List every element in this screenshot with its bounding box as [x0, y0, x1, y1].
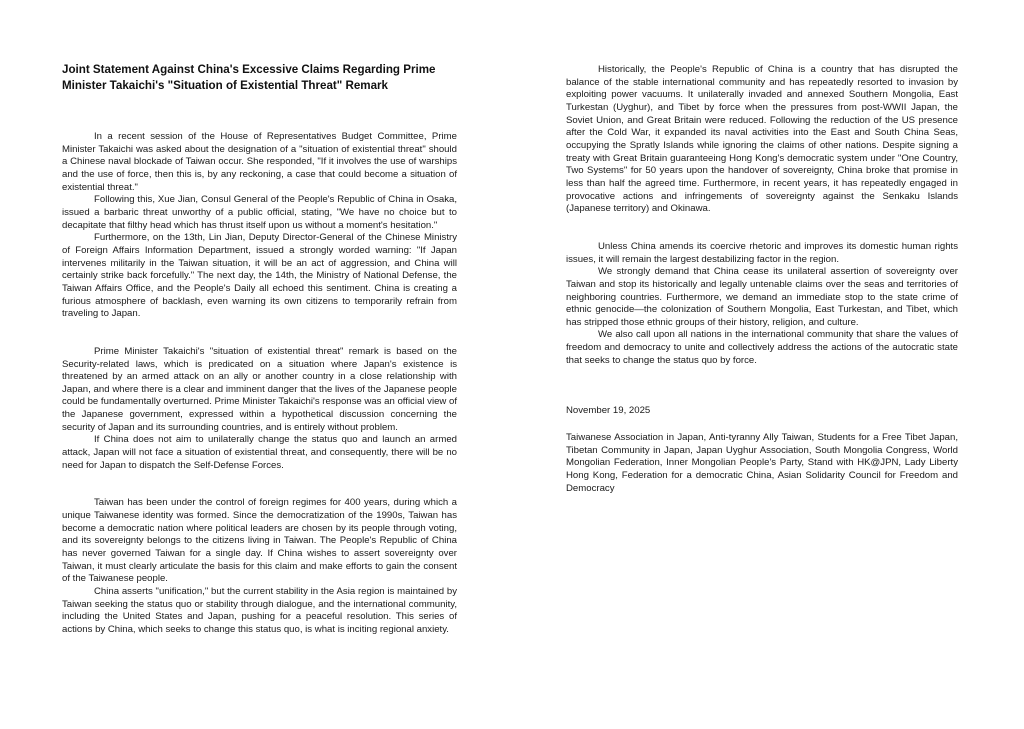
paragraph-taiwan-history: Taiwan has been under the control of foreign regimes for 400 years, during which a unique Taiwanese identity was formed. Since the democratization of the 1990s, Taiwan has become a democratic nation where political leaders are chosen by its people through voting, and its sovereignty belongs to the citizens living in Taiwan. The People's Republic of China has never governed Taiwan for a single day. If China wishes to assert sovereignty over Taiwan, it must clearly articulate the basis for this claim and make efforts to gain the consent of the Taiwanese people. — [62, 497, 457, 585]
signatories-list: Taiwanese Association in Japan, Anti-tyranny Ally Taiwan, Students for a Free Tibet Japan, Tibetan Community in Japan, Japan Uyghur Association, South Mongolia Congress, World Mongolian Federation, Inner Mongolian People's Party, Stand with HK@JPN, Lady Liberty Hong Kong, Federation for a democratic China, Asian Solidarity Council for Freedom and Democracy — [566, 432, 958, 494]
section-spacer — [566, 418, 958, 432]
paragraph-unless-china: Unless China amends its coercive rhetoric and improves its domestic human rights issues, it will remain the largest destabilizing factor in the region. — [566, 240, 958, 265]
paragraph-call-upon-nations: We also call upon all nations in the international community that share the values of freedom and democracy to unite and collectively address the actions of the autocratic state that seeks to change the status quo by force. — [566, 329, 958, 366]
paragraph-no-armed-attack: If China does not aim to unilaterally change the status quo and launch an armed attack, Japan will not face a situation of existential threat, and consequently, there will be no need for Japan to dispatch the Self-Defense Forces. — [62, 434, 457, 471]
paragraph-xue-jian: Following this, Xue Jian, Consul General of the People's Republic of China in Osaka, issued a barbaric threat unworthy of a public official, stating, "We have no choice but to decapitate that filthy head which has thrust itself upon us without a moment's hesitation." — [62, 194, 457, 231]
section-spacer — [566, 367, 958, 405]
section-spacer — [62, 472, 457, 497]
right-page-column — [566, 64, 958, 495]
paragraph-budget-committee: In a recent session of the House of Representatives Budget Committee, Prime Minister Takaichi was asked about the designation of a "situation of existential threat" should a Chinese naval blockade of Taiwan occur. She responded, "If it involves the use of warships and the use of force, then this is, by any reckoning, a case that could become a situation of existential threat." — [62, 131, 457, 193]
statement-date: November 19, 2025 — [566, 405, 651, 417]
section-spacer — [62, 321, 457, 346]
section-spacer — [566, 216, 958, 241]
paragraph-lin-jian: Furthermore, on the 13th, Lin Jian, Deputy Director-General of the Chinese Ministry of Foreign Affairs Information Department, issued a strongly worded warning: "If Japan intervenes militarily in the Taiwan situation, it will be an act of aggression, and China will certainly strike back forcefully." The next day, the 14th, the Ministry of National Defense, the Taiwan Affairs Office, and the People's Daily all echoed this sentiment. China is creating a furious atmosphere of backlash, even warning its own citizens to temporarily refrain from traveling to Japan. — [62, 232, 457, 320]
paragraph-security-laws: Prime Minister Takaichi's "situation of existential threat" remark is based on the Security-related laws, which is predicated on a situation where Japan's existence is threatened by an armed attack on an ally or another country in a close relationship with Japan, and where there is a clear and imminent danger that the lives of the Japanese people could be fundamentally overturned. Prime Minister Takaichi's response was an official view of the Japanese government, expressed within a hypothetical discussion concerning the security of Japan and its surrounding countries, and is entirely without problem. — [62, 345, 458, 433]
left-page-column — [62, 62, 457, 637]
paragraph-historically: Historically, the People's Republic of China is a country that has disrupted the balance of the stable international community and has repeatedly resorted to invasion by exploiting power vacuums. It unilaterally invaded and annexed Southern Mongolia, East Turkestan (Uyghur), and Tibet by force when the pressures from post-WWII Japan, the Soviet Union, and Great Britain were reduced. Following the reduction of the US presence after the Cold War, it expanded its naval activities into the East and South China Seas, occupying the Spratly Islands while ignoring the claims of other nations. Despite signing a treaty with Great Britain guaranteeing Hong Kong's democratic system under "One Country, Two Systems" for 50 years upon the handover of sovereignty, China broke that promise in less than half the agreed time. Furthermore, in recent years, it has repeatedly engaged in provocative actions and infringements of sovereignty against the Senkaku Islands (Japanese territory) and Okinawa. — [566, 64, 958, 215]
paragraph-unification: China asserts "unification," but the current stability in the Asia region is maintained by Taiwan seeking the status quo or stability through dialogue, and the international community, including the United States and Japan, pushing for a peaceful resolution. This series of actions by China, which seeks to change this status quo, is what is inciting regional anxiety. — [62, 586, 457, 635]
document-title: Joint Statement Against China's Excessive Claims Regarding Prime Minister Takaichi's "Situation of Existential Threat" Remark — [62, 63, 436, 92]
paragraph-strongly-demand: We strongly demand that China cease its unilateral assertion of sovereignty over Taiwan and stop its historically and legally untenable claims over the seas and territories of neighboring countries. Furthermore, we demand an immediate stop to the state crime of ethnic genocide—the colonization of Southern Mongolia, East Turkestan, and Tibet, which has stripped those ethnic groups of their history, religion, and culture. — [566, 266, 958, 328]
